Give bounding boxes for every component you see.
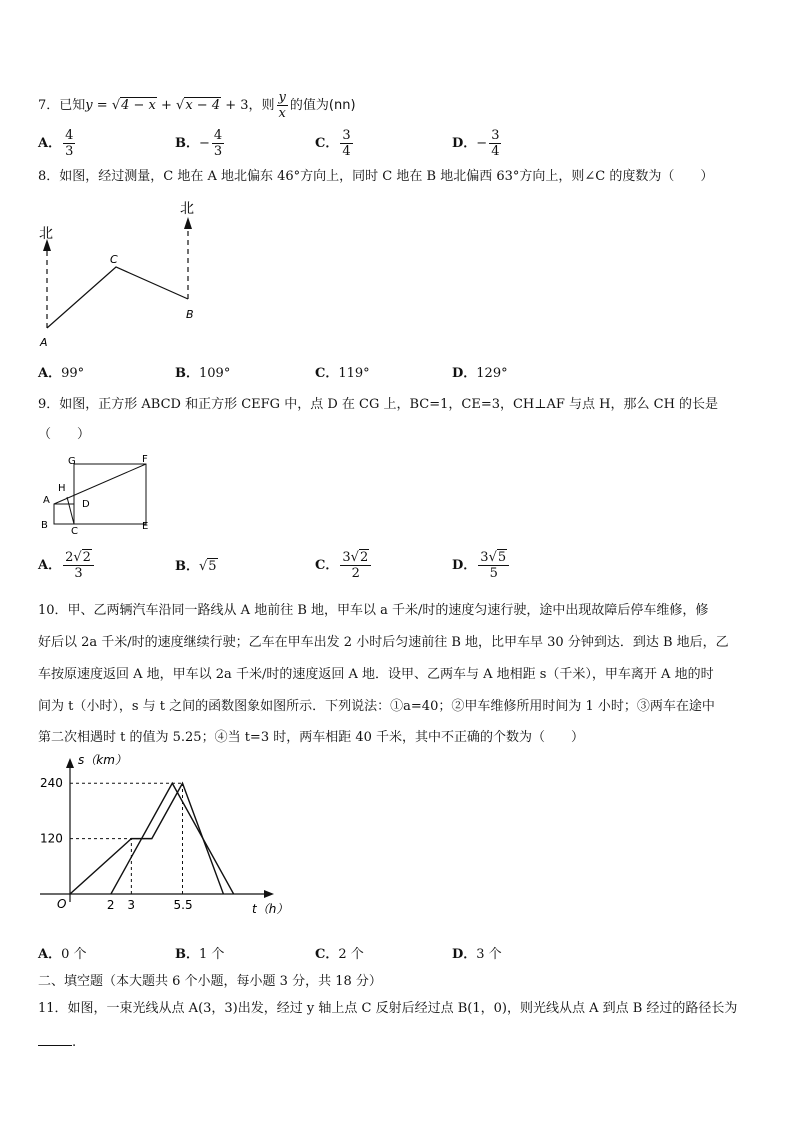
q9-option-a[interactable]: A． $\frac{2√2}{3}$ [38,550,96,581]
q9-label-e: E [142,521,149,532]
q9-square-cefg [74,464,146,524]
q10-line5: 第二次相遇时 t 的值为 5.25；④当 t=3 时，两车相距 40 千米，其中不正确的个数为（ ） [38,730,585,745]
q11-answer-line[interactable] [38,1034,76,1052]
y-axis-label: s（km） [78,753,127,767]
q9-figure [36,450,166,535]
q7-option-b[interactable]: B．− $\frac{4}{3}$ [175,128,223,159]
q9-label-b: B [41,520,48,531]
q7-stem [38,90,356,121]
q9-line-ch [67,497,74,524]
q7-sqrt2: x − 4 [185,98,221,113]
q8-north-label-1: 北 [39,226,53,242]
q11-tail: . [72,1035,77,1050]
x-tick-label-5.5: 5.5 [173,898,193,912]
q7-option-d[interactable]: D．− $\frac{3}{4}$ [452,128,500,159]
q9-paren: （ ） [38,427,91,442]
q9-option-a-frac: $\frac{2√2}{3}$ [63,550,94,581]
q7-plus: + [156,98,177,113]
q9-label-a: A [43,495,50,506]
q8-north-label-2: 北 [180,201,194,217]
x-axis-label: t（h） [252,902,289,916]
x-tick-label-3: 3 [127,898,136,912]
q7-sqrt2-sign: √ [176,98,185,113]
q7-sqrt1-sign: √ [111,98,121,113]
q7-option-a-frac: $\frac{4}{3}$ [65,128,74,159]
q8-stem: 8．如图，经过测量，C 地在 A 地北偏东 46°方向上，同时 C 地在 B 地北偏西 63°方向上，则∠C 的度数为（ ） [38,169,714,184]
q9-label-c: C [71,526,78,537]
q10-line4: 间为 t（小时），s 与 t 之间的函数图象如图所示．下列说法：①a=40；②甲车维修所用时间为 1 小时；③两车在途中 [38,699,715,714]
q11-blank[interactable] [38,1045,72,1046]
q10-line3: 车按原速度返回 A 地，甲车以 2a 千米/时的速度返回 A 地．设甲、乙两车与 A 地相距 s（千米），甲车离开 A 地的时 [38,667,714,682]
section2-title: 二、填空题（本大题共 6 个小题，每小题 3 分，共 18 分） [38,974,382,989]
q9-stem: 9．如图，正方形 ABCD 和正方形 CEFG 中，点 D 在 CG 上，BC=1，CE=3，CH⊥AF 与点 H，那么 CH 的长是 [38,397,719,412]
q10-line2: 好后以 2a 千米/时的速度继续行驶；乙车在甲车出发 2 小时后匀速前往 B 地，比甲车早 30 分钟到达．到达 B 地后，乙 [38,635,729,650]
q8-north-arrow-b [184,217,192,229]
q10-line1: 10．甲、乙两辆汽车沿同一路线从 A 地前往 B 地，甲车以 a 千米/时的速度匀速行驶，途中出现故障后停车维修，修 [38,603,709,618]
q8-label-b: B [186,308,194,321]
q8-label-c: C [110,253,118,266]
q7-paren: (nn) [328,98,356,113]
q11-stem: 11．如图，一束光线从点 A(3，3)出发，经过 y 轴上点 C 反射后经过点 B(1，0)，则光线从点 A 到点 B 经过的路径长为 [38,1001,738,1016]
q7-option-b-label: B． [175,136,199,151]
q10-option-a[interactable]: A．0 个 [38,947,87,962]
q7-option-d-label: D． [452,136,477,151]
q8-figure [30,195,210,355]
q9-option-c[interactable]: C． $\frac{3√2}{2}$ [315,550,373,581]
q7-text-b: 的值为 [289,98,329,113]
q8-option-a[interactable]: A．99° [38,366,85,381]
q8-option-c[interactable]: C．119° [315,366,370,381]
q7-expr-left: y = [85,98,112,113]
y-axis-arrow [66,758,74,768]
q8-option-b[interactable]: B．109° [175,366,231,381]
q7-option-a[interactable] [38,128,77,159]
origin-label: O [57,897,67,911]
q9-option-d[interactable]: D． $\frac{3√5}{5}$ [452,550,511,581]
q7-number: 7． [38,98,60,113]
q9-option-b[interactable]: B．√5 [175,559,217,574]
q7-fraction: $\frac{y}{x}$ [278,90,286,121]
q7-tail: + 3，则 [221,98,275,113]
q9-option-d-frac: $\frac{3√5}{5}$ [478,550,509,581]
q7-option-d-frac: $\frac{3}{4}$ [491,128,500,159]
q7-option-c-frac: $\frac{3}{4}$ [342,128,351,159]
q7-text-a: 已知 [59,98,86,113]
q7-option-c[interactable] [315,128,355,159]
q9-label-g: G [68,456,76,467]
q8-path-acb [47,267,188,328]
q9-label-h: H [58,483,66,494]
q10-option-c[interactable]: C．2 个 [315,947,364,962]
x-axis-arrow [264,890,274,898]
y-tick-label-120: 120 [40,831,63,846]
q10-option-d[interactable]: D．3 个 [452,947,502,962]
q7-option-b-frac: $\frac{4}{3}$ [213,128,223,159]
x-tick-label-2: 2 [106,898,115,912]
q8-label-a: A [40,336,48,349]
series-line-1 [70,783,223,894]
q7-sqrt1: 4 − x [121,98,156,113]
series-line-2 [111,783,234,894]
q9-label-f: F [142,454,148,465]
q8-option-d[interactable]: D．129° [452,366,508,381]
q7-option-a-label: A． [38,136,62,151]
q10-option-b[interactable]: B．1 个 [175,947,225,962]
q9-label-d: D [82,499,90,510]
y-tick-label-240: 240 [40,776,63,791]
q9-line-af [54,464,146,504]
q9-option-c-frac: $\frac{3√2}{2}$ [340,550,371,581]
q10-chart [30,748,289,923]
q7-option-c-label: C． [315,136,339,151]
